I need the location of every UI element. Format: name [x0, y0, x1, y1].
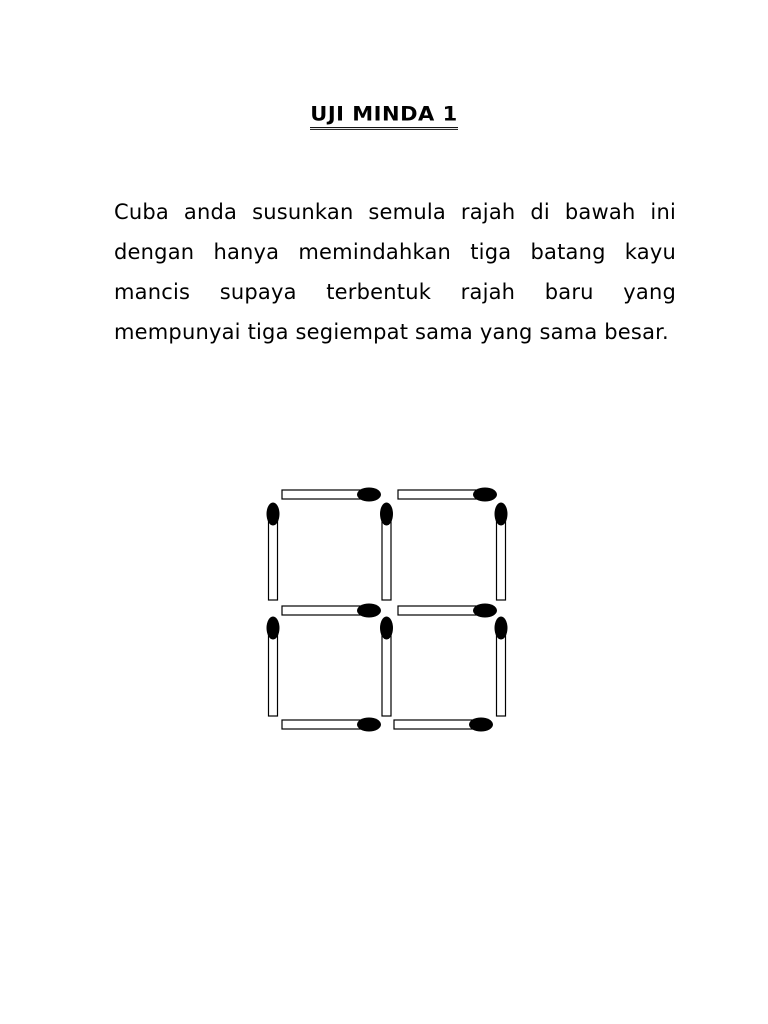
- matchstick-puzzle-figure: [258, 482, 518, 738]
- matchstick-top-left: [282, 488, 381, 502]
- matchstick-lower-left: [267, 617, 280, 717]
- matchstick-lower-right: [495, 617, 508, 717]
- matchstick-bottom-right: [394, 718, 493, 732]
- matchstick-lower-middle: [380, 617, 393, 717]
- matchstick-upper-left: [267, 503, 280, 601]
- matchstick-top-right: [398, 488, 497, 502]
- instruction-text: Cuba anda susunkan semula rajah di bawah ini dengan hanya memindahkan tiga batang kayu mancis supaya terbentuk rajah baru yang mempunyai tiga segiempat sama yang sama besar.: [114, 200, 676, 344]
- matchstick-middle-left: [282, 604, 381, 618]
- page-title-text: UJI MINDA 1: [310, 103, 457, 130]
- matchstick-upper-middle: [380, 503, 393, 601]
- page-title: [0, 91, 768, 131]
- matchstick-puzzle: [258, 482, 518, 738]
- matchstick-upper-right: [495, 503, 508, 601]
- matchstick-bottom-left: [282, 718, 381, 732]
- matchstick-middle-right: [398, 604, 497, 618]
